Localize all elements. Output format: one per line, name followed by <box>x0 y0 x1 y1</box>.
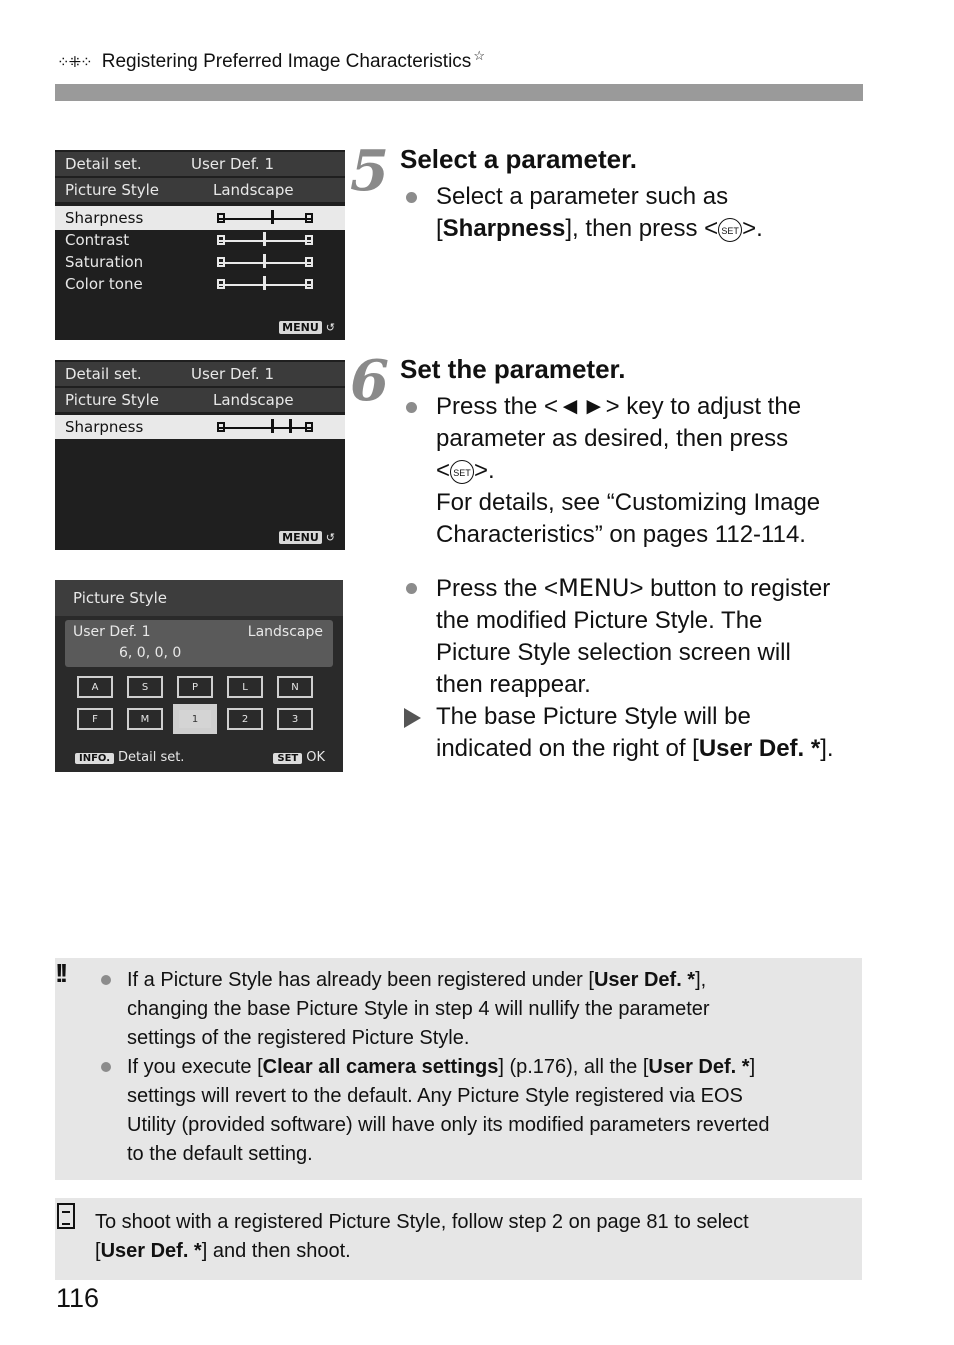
register-bullet: Press the <MENU> button to register the modified Picture Style. The Picture Style selection screen will then reappear. <box>436 572 830 701</box>
lcd-value: User Def. 1 <box>191 155 275 173</box>
caution-icon: !! <box>55 958 65 988</box>
contrast-gauge <box>217 234 313 246</box>
menu-return-hint: MENU ↺ <box>279 531 335 544</box>
lcd-title: Picture Style <box>55 580 343 616</box>
step-title-5: Select a parameter. <box>400 144 638 174</box>
lcd-row-sharpness: Sharpness <box>55 415 345 439</box>
style-grid <box>77 676 313 730</box>
style-cell: P <box>177 676 213 698</box>
memo-icon <box>57 1203 75 1229</box>
lcd-value: Landscape <box>213 181 294 199</box>
menu-return-hint: MENU ↺ <box>279 321 335 334</box>
left-right-arrows-icon: ◄► <box>558 393 606 420</box>
bullet-icon <box>406 583 417 594</box>
lcd-value: User Def. 1 <box>191 365 275 383</box>
result-arrow-icon <box>404 708 421 728</box>
set-button-icon: SET <box>450 460 474 484</box>
set-button-icon: SET <box>718 218 742 242</box>
memo-text: To shoot with a registered Picture Style, follow step 2 on page 81 to select [User Def. *] and then shoot. <box>95 1211 749 1262</box>
lcd-footer: INFO. Detail set. SET OK <box>75 748 325 766</box>
step-number-6: 6 <box>350 348 389 414</box>
style-cell: L <box>227 676 263 698</box>
style-cell: F <box>77 708 113 730</box>
caution-item-1: If a Picture Style has already been registered under [User Def. *], changing the base Picture Style in step 4 will nullify the parameter settings of the registered Picture Style. <box>127 966 855 1053</box>
step-title-6: Set the parameter. <box>400 354 626 384</box>
return-icon: ↺ <box>325 321 335 334</box>
style-cell: 3 <box>277 708 313 730</box>
picture-style-icon: ⁘⁜⁘ <box>57 54 92 71</box>
page-header <box>57 48 485 76</box>
bullet-icon <box>101 975 111 985</box>
lcd-row-saturation: Saturation <box>55 250 345 274</box>
page-number: 116 <box>56 1283 100 1313</box>
style-cell: S <box>127 676 163 698</box>
camera-screen-picture-style <box>55 580 343 772</box>
lcd-row-picture-style: Picture Style Landscape <box>55 388 345 412</box>
saturation-gauge <box>217 256 313 268</box>
style-cell: M <box>127 708 163 730</box>
lcd-row-color-tone: Color tone <box>55 272 345 296</box>
caution-item-2: If you execute [Clear all camera settings] (p.176), all the [User Def. *] settings will revert to the default. Any Picture Style registered via EOS Utility (provided software) will have only its modified parameters reverted to the default setting. <box>127 1053 855 1169</box>
bullet-icon <box>406 192 417 203</box>
bullet-icon <box>406 402 417 413</box>
lcd-row-detail-set: Detail set. User Def. 1 <box>55 362 345 386</box>
lcd-row-contrast: Contrast <box>55 228 345 252</box>
step-number-5: 5 <box>350 138 389 204</box>
star-icon: ☆ <box>473 48 485 63</box>
lcd-row-picture-style: Picture Style Landscape <box>55 178 345 202</box>
sharpness-gauge <box>217 421 313 433</box>
return-icon: ↺ <box>325 531 335 544</box>
menu-button-label: MENU <box>558 574 630 602</box>
camera-screen-set-parameter <box>55 360 345 550</box>
result-bullet: The base Picture Style will be indicated on the right of [User Def. *]. <box>436 701 834 765</box>
lcd-row-sharpness: Sharpness <box>55 206 345 230</box>
selected-style-box: User Def. 1 Landscape 6, 0, 0, 0 <box>65 620 333 667</box>
style-cell-selected: 1 <box>177 708 213 730</box>
style-cell: 2 <box>227 708 263 730</box>
step5-bullet: Select a parameter such as [Sharpness], then press < SET >. <box>436 181 763 245</box>
color-tone-gauge <box>217 278 313 290</box>
step6-bullet: Press the <◄►> key to adjust the parameter as desired, then press < SET >. For details, see “Customizing Image Characteristics” on pages 112-114. <box>436 391 820 551</box>
header-bar <box>55 84 863 101</box>
style-cell: N <box>277 676 313 698</box>
lcd-row-detail-set: Detail set. User Def. 1 <box>55 152 345 176</box>
lcd-value: Landscape <box>213 391 294 409</box>
bullet-icon <box>101 1062 111 1072</box>
header-title: Registering Preferred Image Characteristics <box>101 51 472 72</box>
camera-screen-detail-set <box>55 150 345 340</box>
style-values: 6, 0, 0, 0 <box>119 645 182 661</box>
style-cell: A <box>77 676 113 698</box>
sharpness-gauge <box>217 212 313 224</box>
